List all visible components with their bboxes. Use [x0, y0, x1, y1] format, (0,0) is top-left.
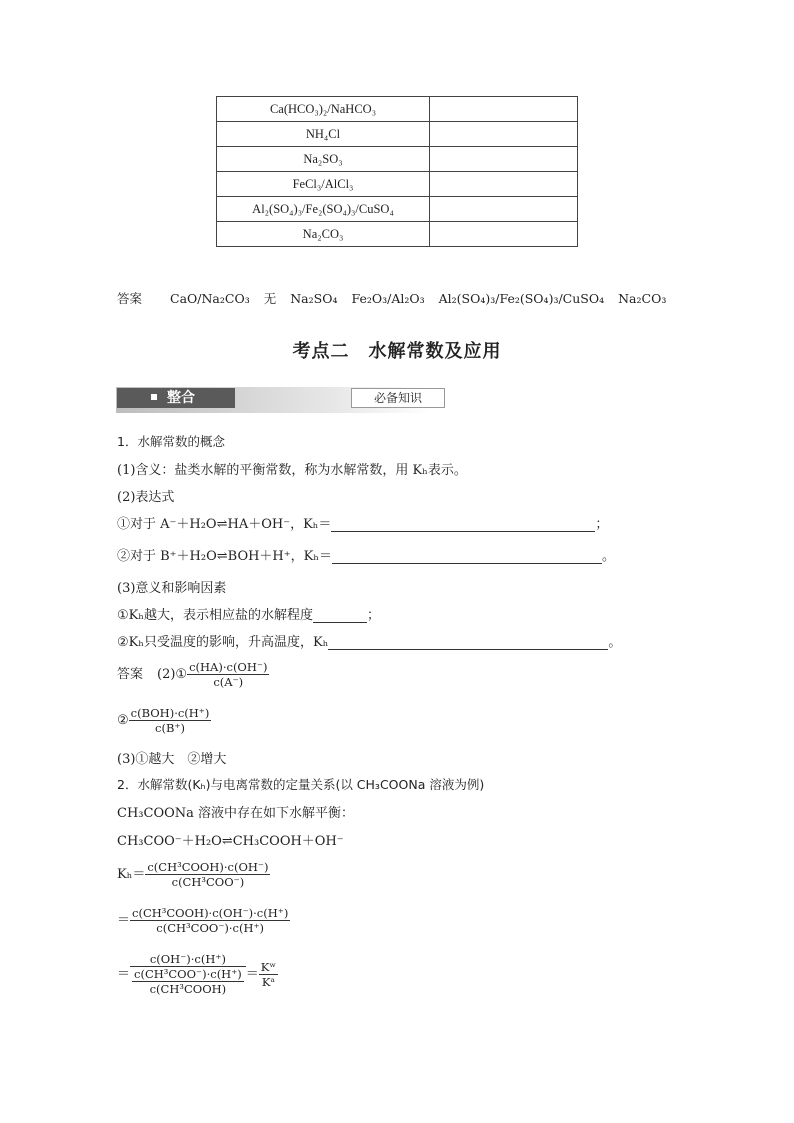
- table-row: [217, 172, 578, 197]
- eq2-fraction: [130, 906, 290, 935]
- answer-cell: [430, 197, 578, 222]
- eq3-fraction: [130, 952, 246, 996]
- s1-line-2: (2)表达式: [117, 490, 175, 505]
- answer-cell: [430, 172, 578, 197]
- salt-cell: Ca(HCO₃)₂/NaHCO₃: [217, 97, 430, 122]
- equation-2: [117, 906, 290, 935]
- eq2-den: c(CH³COO⁻)·c(H⁺): [156, 921, 265, 935]
- table-row: [217, 122, 578, 147]
- s2-line-1: CH₃COONa 溶液中存在如下水解平衡：: [117, 806, 355, 821]
- s1-line-6: [117, 604, 380, 623]
- fill-blank-4: [328, 637, 608, 650]
- s1-line-4-end: 。: [601, 549, 615, 564]
- s1-line-7-text: ②Kₕ只受温度的影响，升高温度，Kₕ: [117, 635, 329, 650]
- salt-cell: Al₂(SO₄)₃/Fe₂(SO₄)₃/CuSO₄: [217, 197, 430, 222]
- banner-tab-light: 必备知识: [351, 388, 445, 408]
- eq3-den: [130, 967, 246, 996]
- banner-tab-dark: [117, 388, 235, 408]
- fill-blank-3: [313, 610, 367, 623]
- answer-2-prefix: (2)①: [157, 667, 188, 682]
- s1-line-7: [117, 631, 621, 650]
- eq3-equals: ＝: [117, 966, 131, 982]
- answer-line-1: [117, 289, 680, 307]
- eq3-den-den: c(CH³COOH): [149, 982, 227, 996]
- s1-line-6-text: ①Kₕ越大，表示相应盐的水解程度: [117, 608, 313, 623]
- answer-item: Fe₂O₃/Al₂O₃: [351, 291, 425, 306]
- answer-label: 答案: [117, 291, 143, 306]
- table-row: [217, 97, 578, 122]
- kw: Kʷ: [260, 959, 277, 974]
- s1-line-4: [117, 545, 615, 564]
- s1-title: 1．水解常数的概念: [117, 434, 225, 449]
- fraction-1-den: c(A⁻): [213, 675, 244, 689]
- answer-2-prefix-2: ②: [117, 713, 129, 728]
- salt-table: [216, 96, 578, 247]
- ka: Kᵃ: [261, 974, 275, 989]
- fraction-2-num: c(BOH)·c(H⁺): [130, 706, 210, 720]
- answer-cell: [430, 147, 578, 172]
- fill-blank-2: [332, 551, 602, 564]
- s1-line-5: (3)意义和影响因素: [117, 581, 227, 596]
- eq1-num: c(CH³COOH)·c(OH⁻): [147, 860, 269, 874]
- fill-blank-1: [331, 519, 595, 532]
- answer-item: 无: [263, 291, 277, 306]
- s1-line-1: (1)含义：盐类水解的平衡常数，称为水解常数，用 Kₕ表示。: [117, 463, 467, 478]
- answer-cell: [430, 122, 578, 147]
- s1-line-6-end: ；: [367, 608, 381, 623]
- equation-1: [117, 860, 270, 889]
- answer-item: Al₂(SO₄)₃/Fe₂(SO₄)₃/CuSO₄: [438, 291, 605, 306]
- answer-2-label: 答案: [117, 667, 144, 682]
- salt-cell: Na₂CO₃: [217, 222, 430, 247]
- section-banner: [116, 387, 432, 413]
- kh-label: Kₕ＝: [117, 867, 146, 882]
- eq2-num: c(CH³COOH)·c(OH⁻)·c(H⁺): [132, 906, 289, 920]
- answer-item: CaO/Na₂CO₃: [170, 291, 250, 306]
- salt-cell: Na₂SO₃: [217, 147, 430, 172]
- answer-cell: [430, 97, 578, 122]
- answer-cell: [430, 222, 578, 247]
- s1-line-7-end: 。: [608, 635, 622, 650]
- square-icon: [151, 394, 157, 400]
- eq1-fraction: [145, 860, 270, 889]
- s2-title: 2．水解常数(Kₕ)与电离常数的定量关系(以 CH₃COONa 溶液为例): [117, 777, 485, 792]
- kw-ka-fraction: [259, 960, 278, 989]
- banner-dark-label: 整合: [167, 390, 195, 406]
- s2-line-2: CH₃COO⁻＋H₂O⇌CH₃COOH＋OH⁻: [117, 834, 344, 849]
- answer-item: Na₂CO₃: [618, 291, 667, 306]
- eq3-den-num: c(CH³COO⁻)·c(H⁺): [134, 967, 242, 981]
- eq3-num: c(OH⁻)·c(H⁺): [130, 952, 246, 967]
- eq3-equals-2: ＝: [245, 966, 259, 982]
- answer-2-line-2: [117, 706, 211, 735]
- answer-item: Na₂SO₄: [290, 291, 338, 306]
- s1-line-3: [117, 513, 608, 532]
- salt-cell: FeCl₃/AlCl₃: [217, 172, 430, 197]
- section-title: 考点二 水解常数及应用: [292, 341, 502, 362]
- answer-2-line-1: [117, 660, 269, 689]
- table-row: [217, 147, 578, 172]
- s1-line-3-text: ①对于 A⁻＋H₂O⇌HA＋OH⁻，Kₕ＝: [117, 517, 332, 532]
- fraction-2-den: c(B⁺): [155, 721, 185, 735]
- s1-line-3-end: ；: [595, 517, 609, 532]
- answer-2-line-3: (3)①越大 ②增大: [117, 752, 227, 767]
- fraction-1: [187, 660, 269, 689]
- table-row: [217, 197, 578, 222]
- table-row: [217, 222, 578, 247]
- eq2-equals: ＝: [117, 913, 131, 928]
- eq1-den: c(CH³COO⁻): [171, 875, 245, 889]
- fraction-1-num: c(HA)·c(OH⁻): [189, 660, 268, 674]
- s1-line-4-text: ②对于 B⁺＋H₂O⇌BOH＋H⁺，Kₕ＝: [117, 549, 332, 564]
- salt-cell: NH₄Cl: [217, 122, 430, 147]
- equation-3: [117, 952, 278, 996]
- fraction-2: [129, 706, 212, 735]
